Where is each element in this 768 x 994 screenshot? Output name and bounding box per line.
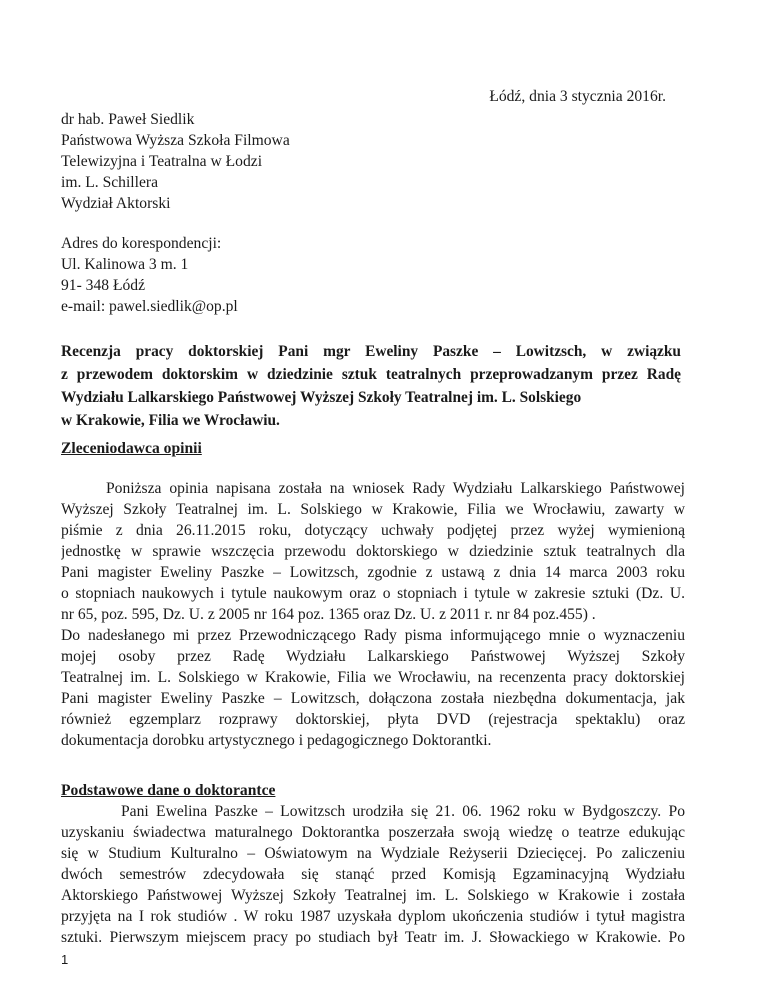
correspondence-label: Adres do korespondencji: — [61, 235, 222, 252]
author-institution: Państwowa Wyższa Szkoła Filmowa — [61, 132, 290, 149]
body-line: Pani magister Eweliny Paszke – Lowitzsch, dołączona została niezbędna dokumentacja, jak — [61, 690, 685, 707]
body-line: Pani Ewelina Paszke – Lowitzsch urodziła się 21. 06. 1962 roku w Bydgoszczy. Po — [121, 803, 685, 820]
body-line: Aktorskiego Państwowej Wyższej Szkoły Teatralnej im. L. Solskiego w Krakowie i została — [61, 887, 685, 904]
body-line: się w Studium Kulturalno – Oświatowym na Wydziale Reżyserii Dziecięcej. Po zaliczeniu — [61, 845, 685, 862]
author-department: Wydział Aktorski — [61, 195, 171, 212]
body-line: Teatralnej im. L. Solskiego w Krakowie, Filia we Wrocławiu, na recenzenta pracy doktorskiej — [61, 669, 685, 686]
body-line: Pani magister Eweliny Paszke – Lowitzsch, zgodnie z ustawą z dnia 14 marca 2003 roku — [61, 564, 685, 581]
body-line: nr 65, poz. 595, Dz. U. z 2005 nr 164 poz. 1365 oraz Dz. U. z 2011 r. nr 84 poz.455) . — [61, 606, 596, 623]
title-line: w Krakowie, Filia we Wrocławiu. — [61, 412, 280, 429]
correspondence-block — [61, 233, 238, 317]
body-line: mojej osoby przez Radę Wydziału Lalkarskiego Państwowej Wyższej Szkoły — [61, 648, 685, 665]
body-line: dokumentacja dorobku artystycznego i pedagogicznego Doktorantki. — [61, 732, 492, 749]
correspondence-street: Ul. Kalinowa 3 m. 1 — [61, 256, 189, 273]
section-commissioner-body — [61, 478, 685, 751]
body-line: jednostkę w sprawie wszczęcia przewodu doktorskiego w dziedzinie sztuk teatralnych dla — [61, 543, 685, 560]
body-line: dwóch semestrów zdecydowała się stanąć przed Komisją Egzaminacyjną Wydziału — [61, 866, 685, 883]
title-line: Recenzja pracy doktorskiej Pani mgr Eweliny Paszke – Lowitzsch, w związku — [61, 343, 681, 360]
title-line: Wydziału Lalkarskiego Państwowej Wyższej Szkoły Teatralnej im. L. Solskiego — [61, 389, 582, 406]
author-block — [61, 109, 290, 214]
title-line: z przewodem doktorskim w dziedzinie sztuk teatralnych przeprowadzanym przez Radę — [61, 366, 681, 383]
body-line: o stopniach naukowych i tytule naukowym oraz o stopniach i tytule w zakresie sztuki (Dz. U. — [61, 585, 685, 602]
body-line: piśmie z dnia 26.11.2015 roku, dotyczący uchwały podjętej przez wyżej wymienioną — [61, 522, 685, 539]
body-line: przyjęta na I rok studiów . W roku 1987 uzyskała dyplom ukończenia studiów i tytuł magistra — [61, 908, 685, 925]
section-heading-candidate: Podstawowe dane o doktorantce — [61, 782, 276, 799]
body-line: uzyskaniu świadectwa maturalnego Doktorantka poszerzała swoją wiedzę o teatrze edukując — [61, 824, 685, 841]
author-institution-patron: im. L. Schillera — [61, 174, 159, 191]
body-line: Wyższej Szkoły Teatralnej im. L. Solskiego w Krakowie, Filia we Wrocławiu, zawarty w — [61, 501, 685, 518]
letter-date: Łódź, dnia 3 stycznia 2016r. — [489, 88, 666, 105]
body-line: Do nadesłanego mi przez Przewodniczącego Rady pisma informującego mnie o wyznaczeniu — [61, 627, 685, 644]
page-number: 1 — [61, 952, 69, 967]
section-heading-commissioner: Zleceniodawca opinii — [61, 440, 202, 457]
review-title — [61, 340, 681, 432]
body-line: również egzemplarz rozprawy doktorskiej, płyta DVD (rejestracja spektaklu) oraz — [61, 711, 685, 728]
author-name: dr hab. Paweł Siedlik — [61, 111, 195, 128]
body-line: Poniższa opinia napisana została na wniosek Rady Wydziału Lalkarskiego Państwowej — [106, 480, 685, 497]
body-line: sztuki. Pierwszym miejscem pracy po studiach był Teatr im. J. Słowackiego w Krakowie. Po — [61, 929, 685, 946]
section-candidate-body — [61, 801, 685, 948]
correspondence-city: 91- 348 Łódź — [61, 277, 146, 294]
correspondence-email: e-mail: pawel.siedlik@op.pl — [61, 298, 238, 315]
author-institution-cont: Telewizyjna i Teatralna w Łodzi — [61, 153, 263, 170]
